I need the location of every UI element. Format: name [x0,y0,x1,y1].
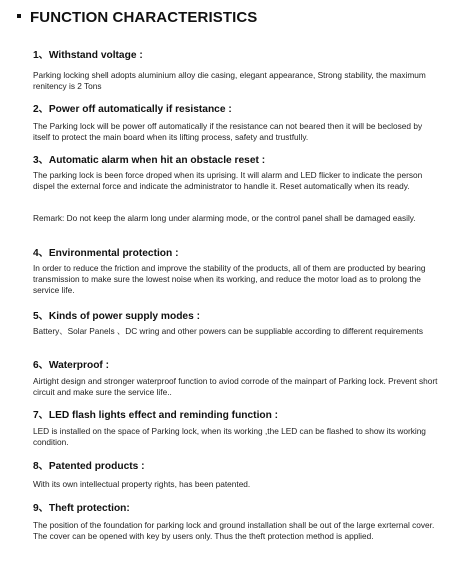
section-5-heading: 5、Kinds of power supply modes : [33,311,200,322]
page-title [17,9,257,26]
section-2-paragraph: The Parking lock will be power off automatically if the resistance can not beared then it will be beclosed by itself to protect the main board when its lifting process, safety and trustfully. [33,121,423,143]
section-9-heading: 9、Theft protection: [33,503,130,514]
section-8-heading: 8、Patented products : [33,461,145,472]
section-1-paragraph: Parking locking shell adopts aluminium alloy die casing, elegant appearance, Strong stability, the maximum renitency is 2 Tons [33,70,426,92]
section-3-heading: 3、Automatic alarm when hit an obstacle reset : [33,155,266,166]
section-5-paragraph: Battery、Solar Panels 、DC wring and other powers can be suppliable according to different requirements [33,326,424,336]
section-6-heading: 6、Waterproof : [33,360,110,371]
section-3-paragraph-1: The parking lock is been force droped when its uprising. It will alarm and LED flicker to indicate the person dispel the external force and indicate the administrator to handle it. Reset automatically when its ready. [33,170,423,192]
section-6-paragraph: Airtight design and stronger waterproof function to aviod corrode of the mainpart of Parking lock. Prevent short circuit and make sure the service life.. [33,376,438,398]
section-9-paragraph: The position of the foundation for parking lock and ground installation shall be out of the large exrternal cover. The cover can be opened with key by users only. Thus the theft protection method is applied. [33,520,435,542]
section-4-heading: 4、Environmental protection : [33,248,179,259]
bullet-icon [17,14,21,18]
section-8-paragraph: With its own intellectual property rights, has been patented. [33,479,251,489]
section-3-paragraph-2: Remark: Do not keep the alarm long under alarming mode, or the control panel shall be damaged easily. [33,213,416,223]
section-4-paragraph: In order to reduce the friction and improve the stability of the products, all of them are producted by bearing transmission to make sure the lowest noise when its working, and reduce the motor load as to prolong the service life. [33,263,426,296]
section-7-heading: 7、LED flash lights effect and reminding function : [33,410,279,421]
section-2-heading: 2、Power off automatically if resistance : [33,104,232,115]
page-title-text: FUNCTION CHARACTERISTICS [30,9,258,26]
section-7-paragraph: LED is installed on the space of Parking lock, when its working ,the LED can be flashed to show its working condition. [33,426,426,448]
section-1-heading: 1、Withstand voltage : [33,50,143,61]
